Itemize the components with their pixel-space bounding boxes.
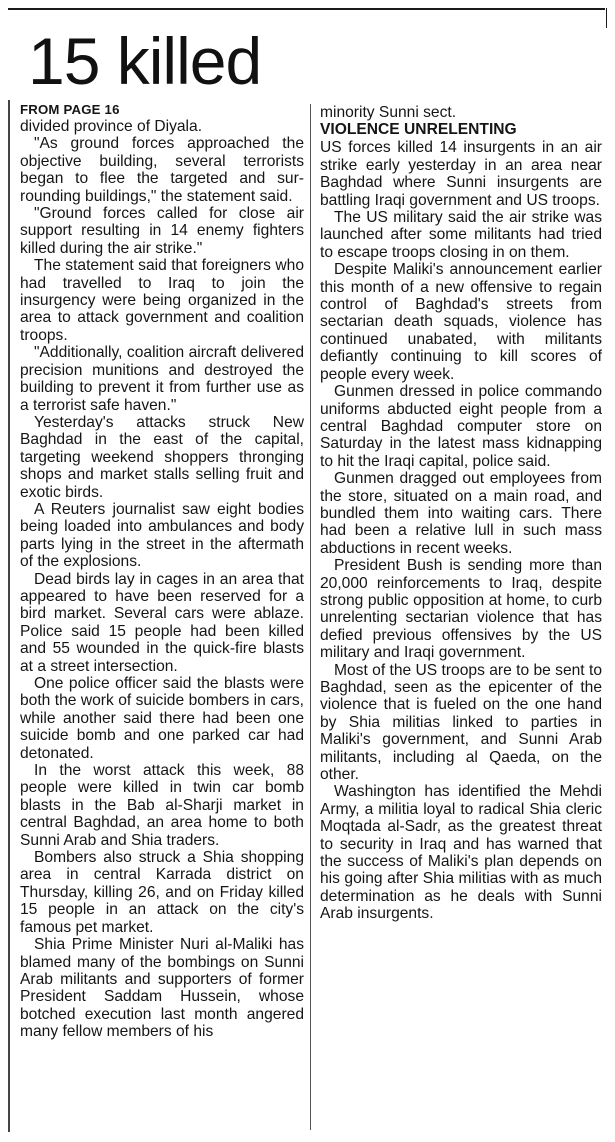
paragraph: Washington has identified the Mehdi Army, a militia loyal to radical Shia cleric Moqtada al-Sadr, as the greatest threat to security in Iraq and has warned that the success of Maliki's plan depends on his going after Shia militias with as much determination as he deals with Sunni Arab insurgents. bbox=[320, 783, 602, 923]
headline: 15 killed bbox=[28, 24, 262, 98]
paragraph: The US military said the air strike was launched after some militants had tried to escape troops closing in on them. bbox=[320, 209, 602, 261]
paragraph: Yesterday's attacks struck New Baghdad in the east of the capital, targeting weekend shoppers thronging shops and market stalls selling fruit and exotic birds. bbox=[20, 413, 304, 501]
section-subhead: VIOLENCE UNRELENTING bbox=[320, 121, 517, 139]
paragraph: Gunmen dressed in police commando uniforms abducted eight people from a central Baghdad computer store on Saturday in the latest mass kidnapping to hit the Iraqi capital, police said. bbox=[320, 383, 602, 470]
paragraph: The statement said that foreigners who had travelled to Iraq to join the insurgency were being organized in the area to attack government and coalition troops. bbox=[20, 257, 304, 344]
paragraph: US forces killed 14 insurgents in an air strike early yesterday in an area near Baghdad where Sunni insurgents are battling Iraqi government and US troops. bbox=[320, 139, 602, 209]
column-divider bbox=[310, 104, 311, 1130]
corner-rule bbox=[606, 8, 607, 28]
paragraph: Despite Maliki's announcement earlier this month of a new offensive to regain control of Baghdad's streets from sectarian death squads, violence has continued unabated, with militants defiantly continuing to kill scores of people every week. bbox=[320, 261, 602, 383]
paragraph: One police officer said the blasts were both the work of suicide bombers in cars, while another said there had been one suicide bomb and one parked car had detonated. bbox=[20, 675, 304, 762]
paragraph: A Reuters journalist saw eight bodies being loaded into ambulances and body parts lying in the street in the aftermath of the explosions. bbox=[20, 500, 304, 571]
paragraph: divided province of Diyala. bbox=[20, 118, 203, 135]
continued-from-label: FROM PAGE 16 bbox=[20, 102, 120, 117]
paragraph: "As ground forces approached the objective building, several terrorists began to flee the targeted and surrounding buildings," the statement said. bbox=[20, 135, 304, 205]
paragraph: minority Sunni sect. bbox=[320, 104, 457, 121]
paragraph: In the worst attack this week, 88 people were killed in twin car bomb blasts in the Bab al-Sharji market in central Baghdad, an area home to both Sunni Arab and Shia traders. bbox=[20, 762, 304, 849]
paragraph: "Additionally, coalition aircraft delivered precision munitions and destroyed the building to prevent it from further use as a terrorist safe haven." bbox=[20, 344, 304, 414]
right-column bbox=[320, 104, 602, 923]
top-rule bbox=[8, 8, 605, 10]
left-column bbox=[20, 102, 304, 1041]
left-edge-rule bbox=[8, 100, 10, 1132]
paragraph: Gunmen dragged out employees from the store, situated on a main road, and bundled them into waiting cars. There had been a relative lull in such mass abductions in recent weeks. bbox=[320, 470, 602, 557]
paragraph: Shia Prime Minister Nuri al-Maliki has blamed many of the bombings on Sunni Arab militants and supporters of former President Saddam Hussein, whose botched execution last month angered many fellow members of his bbox=[20, 936, 304, 1041]
paragraph: Dead birds lay in cages in an area that appeared to have been reserved for a bird market. Several cars were ablaze. Police said 15 people had been killed and 55 wounded in the quick-fire blasts at a street intersection. bbox=[20, 570, 304, 675]
paragraph: "Ground forces called for close air support resulting in 14 enemy fighters killed during the air strike." bbox=[20, 205, 304, 257]
paragraph: Most of the US troops are to be sent to Baghdad, seen as the epicenter of the violence that is fueled on the one hand by Shia militias linked to parties in Maliki's government, and Sunni Arab militants, including al Qaeda, on the other. bbox=[320, 661, 602, 784]
paragraph: President Bush is sending more than 20,000 reinforcements to Iraq, despite strong public opposition at home, to curb unrelenting sectarian violence that has defied previous offensives by the US military and Iraqi government. bbox=[320, 557, 602, 662]
paragraph: Bombers also struck a Shia shopping area in central Karrada district on Thursday, killing 26, and on Friday killed 15 people in an attack on the city's famous pet market. bbox=[20, 849, 304, 936]
